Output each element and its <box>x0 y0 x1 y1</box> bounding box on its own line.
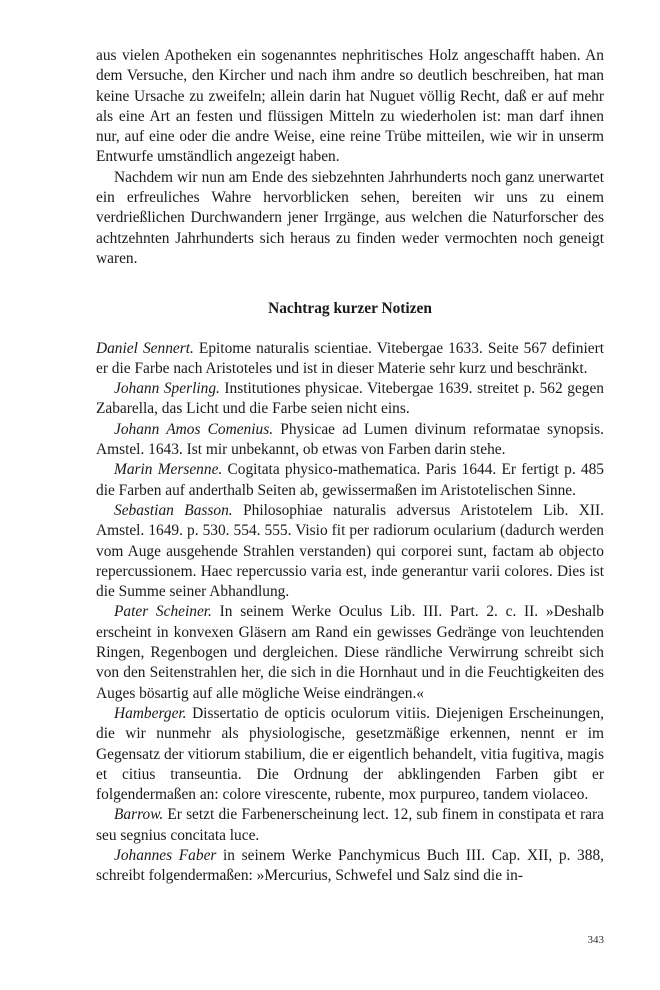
author-name: Johann Sperling. <box>114 380 220 398</box>
author-name: Johannes Faber <box>114 846 217 864</box>
note-entry-mersenne <box>96 460 604 501</box>
author-name: Johann Amos Comenius. <box>114 420 274 438</box>
page-body <box>96 46 604 887</box>
section-heading: Nachtrag kurzer Notizen <box>268 300 432 318</box>
note-entry-sennert <box>96 339 604 380</box>
page-number: 343 <box>587 934 604 946</box>
note-text: Er setzt die Farbenerscheinung lect. 12, sub finem in constipata et rara seu segnius concitata luce. <box>96 806 604 844</box>
author-name: Pater Scheiner. <box>114 603 212 621</box>
note-entry-faber <box>96 846 604 887</box>
paragraph-continued: aus vielen Apotheken ein sogenanntes nephritisches Holz angeschafft haben. An dem Versuche, den Kircher und nach ihm andre so deutlich beschreiben, hat man keine Ursache zu zweifeln; allein darin hat Nuguet völlig Recht, daß er auf mehr als eine Art an festen und flüssigen Mitteln zu wiederholen ist: man darf ihnen nur, auf eine oder die andre Weise, eine reine Trübe mitteilen, wie wir in unserm Entwurfe umständlich angezeigt haben. <box>96 47 604 166</box>
note-entry-basson <box>96 501 604 602</box>
note-text: Physicae ad Lumen divinum reformatae synopsis. Amstel. 1643. Ist mir unbekannt, ob etwas von Farben darin stehe. <box>96 420 604 459</box>
author-name: Daniel Sennert. <box>96 339 194 357</box>
author-name: Hamberger. <box>114 704 187 722</box>
author-name: Marin Mersenne. <box>114 461 223 479</box>
note-text: in seinem Werke Panchymicus Buch III. Cap. XII, p. 388, schreibt folgendermaßen: »Mercurius, Schwefel und Salz sind die in- <box>96 846 604 885</box>
note-text: Institutiones physicae. Vitebergae 1639. streitet p. 562 gegen Zabarella, das Licht und die Farbe seien nicht eins. <box>96 380 604 418</box>
note-entry-scheiner <box>96 602 604 703</box>
author-name: Barrow. <box>114 806 164 824</box>
author-name: Sebastian Basson. <box>114 501 233 519</box>
note-text: Epitome naturalis scientiae. Vitebergae 1633. Seite 567 definiert er die Farbe nach Aristoteles und ist in dieser Materie sehr kurz und beschränkt. <box>96 339 604 377</box>
note-entry-barrow <box>96 805 604 846</box>
note-entry-comenius <box>96 420 604 461</box>
note-text: Cogitata physico-mathematica. Paris 1644. Er fertigt p. 485 die Farben auf anderthalb Seiten ab, gewissermaßen im Aristotelischen Sinne. <box>96 461 605 499</box>
note-text: In seinem Werke Oculus Lib. III. Part. 2. c. II. »Deshalb erscheint in konvexen Gläsern am Rand ein gewisses Gedränge von leuchtenden Ringen, Regenbogen und dergleichen. Diese rändliche Verwirrung schreibt sich von den Seitenstrahlen her, die sich in die Hornhaut und in die Feuchtigkeiten des Auges bösartig auf alle mögliche Weise eindrängen.« <box>96 603 605 702</box>
note-entry-sperling <box>96 379 604 420</box>
note-text: Philosophiae naturalis adversus Aristotelem Lib. XII. Amstel. 1649. p. 530. 554. 555. Visio fit per radiorum ocularium (dadurch werden vom Auge ausgehende Strahlen verstanden) qui corporei sunt, factam ab objecto repercussionem. Haec repercussio varia est, inde generantur varii colores. Dies ist die Summe seiner Abhandlung. <box>96 501 604 601</box>
note-text: Dissertatio de opticis oculorum vitiis. Diejenigen Erscheinungen, die wir nunmehr als physiologische, gesetzmäßige erkennen, nennt er im Gegensatz der vitiorum stabilium, die er eigentlich behandelt, vitia fugitiva, magis et citius transeuntia. Die Ordnung der abklingenden Farben gibt er folgendermaßen an: colore virescente, rubente, mox purpureo, tandem violaceo. <box>96 704 604 804</box>
paragraph-transition: Nachdem wir nun am Ende des siebzehnten Jahrhunderts noch ganz unerwartet ein erfreuliches Wahre hervorblicken sehen, bereiten wir uns zu einem verdrießlichen Durchwandern jener Irrgänge, aus welchen die Naturforscher des achtzehnten Jahrhunderts sich heraus zu finden weder vermochten noch geneigt waren. <box>96 168 604 267</box>
note-entry-hamberger <box>96 704 604 805</box>
